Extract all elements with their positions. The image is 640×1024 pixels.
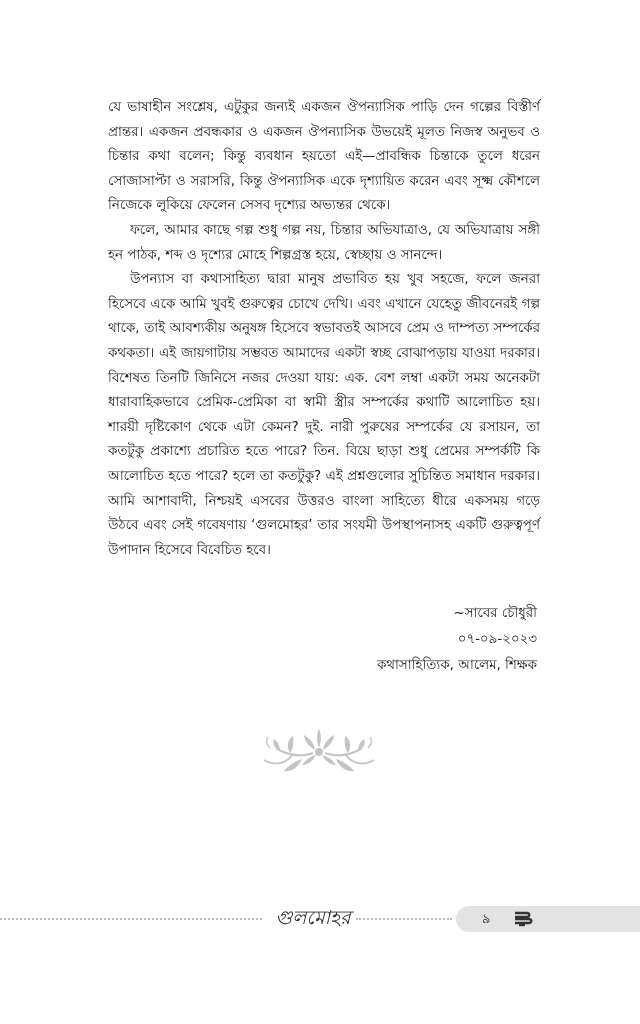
- main-text: [108, 96, 540, 563]
- floral-ornament-icon: [258, 726, 380, 778]
- publisher-logo-icon: [512, 908, 534, 930]
- footer-divider-right: [356, 918, 452, 920]
- author-name: ~সাবের চৌধুরী: [453, 606, 537, 621]
- footer-book-title: গুলমোহর: [275, 907, 351, 929]
- footer-divider-left: [0, 918, 262, 920]
- author-role: কথাসাহিত্যিক, আলেম, শিক্ষক: [376, 658, 537, 673]
- paragraph-3: উপন্যাস বা কথাসাহিত্য দ্বারা মানুষ প্রভাবিত হয় খুব সহজে, ফলে জনরা হিসেবে একে আমি খুবই গুরুত্বের চোখে দেখি। এবং এখানে যেহেতু জীবনেরই গল্প থাকে, তাই আবশ্যকীয় অনুষঙ্গ হিসেবে স্বভাবতই আসবে প্রেম ও দাম্পত্য সম্পর্কের কথকতা। এই জায়গাটায় সম্ভবত আমাদের একটা স্বচ্ছ বোঝাপড়ায় যাওয়া দরকার। বিশেষত তিনটি জিনিসে নজর দেওয়া যায়: এক. বেশ লম্বা একটা সময় অনেকটা ধারাবাহিকভাবে প্রেমিক-প্রেমিকা বা স্বামী স্ত্রীর সম্পর্কের কথাটি আলোচিত হয়। শারয়ী দৃষ্টিকোণ থেকে এটা কেমন? দুই. নারী পুরুষের সম্পর্কের যে রসায়ন, তা কতটুকু প্রকাশ্যে প্রচারিত হতে পারে? তিন. বিয়ে ছাড়া শুধু প্রেমের সম্পর্কটি কি আলোচিত হতে পারে? হলে তা কতটুকু? এই প্রশ্নগুলোর সুচিন্তিত সমাধান দরকার। আমি আশাবাদী, নিশ্চয়ই এসবের উত্তরও বাংলা সাহিত্যে ধীরে একসময় গড়ে উঠবে এবং সেই গবেষণায় ‘গুলমোহর’ তার সংযমী উপস্থাপনাসহ একটি গুরুত্বপূর্ণ উপাদান হিসেবে বিবেচিত হবে।: [108, 272, 540, 558]
- page-number: ৯: [482, 912, 491, 927]
- page-footer: [0, 898, 640, 946]
- signature-block: [377, 601, 537, 679]
- paragraph-2: ফলে, আমার কাছে গল্প শুধু গল্প নয়, চিন্তার অভিযাত্রাও, যে অভিযাত্রায় সঙ্গী হন পাঠক, শব্দ ও দৃশ্যের মোহে শিল্পগ্রস্ত হয়ে, স্বেচ্ছায় ও সানন্দে।: [108, 222, 540, 263]
- signature-date: ০৭-০৯-২০২৩: [457, 632, 537, 647]
- paragraph-1: যে ভাষাহীন সংশ্লেষ, এটুকুর জন্যই একজন ঔপন্যাসিক পাড়ি দেন গল্পের বিস্তীর্ণ প্রান্তর। একজন প্রবন্ধকার ও একজন ঔপন্যাসিক উভয়েই মূলত নিজস্ব অনুভব ও চিন্তার কথা বলেন; কিন্তু ব্যবধান হয়তো এই—প্রাবন্ধিক চিন্তাকে তুলে ধরেন সোজাসাপ্টা ও সরাসরি, কিন্তু ঔপন্যাসিক একে দৃশ্যায়িত করেন এবং সূক্ষ্ম কৌশলে নিজেকে লুকিয়ে ফেলেন সেসব দৃশ্যের অভ্যন্তর থেকে।: [108, 100, 540, 214]
